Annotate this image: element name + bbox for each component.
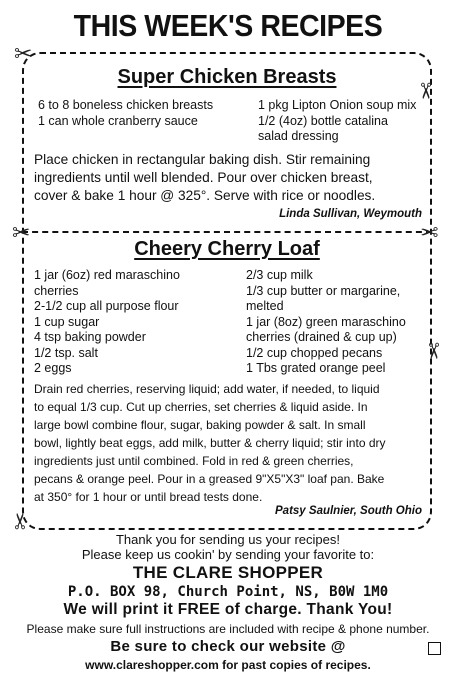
ingredient: cherries — [34, 283, 79, 298]
ingredient: 2 eggs — [34, 361, 72, 375]
ingredient: cherries (drained & cup up) — [246, 330, 397, 344]
direction-line: ingredients just until combined. Fold in red & green cherries, — [34, 454, 354, 468]
ingredient: melted — [246, 299, 284, 313]
recipe2-ingredients-right — [246, 268, 406, 377]
direction-line: large bowl combine flour, sugar, baking powder & salt. In small — [34, 418, 366, 432]
direction-line: ingredients until well blended. Pour over chicken breast, — [34, 170, 373, 185]
ingredient: 2-1/2 cup all purpose flour — [34, 299, 179, 313]
ingredient: 1 jar (6oz) red maraschino — [34, 268, 180, 282]
direction-line: at 350° for 1 hour or until bread tests done. — [34, 490, 263, 504]
recipe2-directions — [34, 380, 426, 506]
ingredient: 6 to 8 boneless chicken breasts — [38, 98, 214, 112]
ingredient: 1 pkg Lipton Onion soup mix — [258, 98, 417, 112]
ingredient: 1 jar (8oz) green maraschino — [246, 314, 406, 329]
footer-check-website: Be sure to check our website @ — [110, 638, 346, 655]
ingredient: 1/2 (4oz) bottle catalina — [258, 113, 388, 128]
direction-line: Place chicken in rectangular baking dish. Stir remaining — [34, 152, 371, 167]
footer-print-free: We will print it FREE of charge. Thank You! — [63, 601, 393, 618]
ingredient: salad dressing — [258, 129, 339, 143]
footer-address: P.O. BOX 98, Church Point, NS, B0W 1M0 — [67, 584, 389, 600]
ingredient: 4 tsp baking powder — [34, 330, 146, 344]
ingredient: 1 can whole cranberry sauce — [38, 113, 198, 128]
direction-line: pecans & orange peel. Pour in a greased 9"X5"X3" loaf pan. Bake — [34, 472, 385, 486]
direction-line: Drain red cherries, reserving liquid; add water, if needed, to liquid — [34, 382, 380, 396]
footer-website[interactable]: www.clareshopper.com for past copies of recipes. — [85, 658, 371, 672]
scissors-icon: ✂ — [8, 511, 34, 531]
recipe1-ingredients-right — [258, 98, 416, 145]
direction-line: bowl, lightly beat eggs, add milk, butter & cherry liquid; stir into dry — [34, 436, 386, 450]
checkbox-icon — [428, 642, 441, 655]
ingredient: 1/2 cup chopped pecans — [246, 345, 383, 360]
footer-publication-name: THE CLARE SHOPPER — [132, 563, 324, 582]
scissors-icon: ✂ — [420, 220, 439, 245]
recipe1-author: Linda Sullivan, Weymouth — [279, 208, 422, 220]
ingredient: 1/2 tsp. salt — [34, 345, 98, 360]
coupon-divider — [22, 231, 432, 233]
scissors-icon: ✂ — [14, 41, 33, 66]
recipe1-title: Super Chicken Breasts — [117, 66, 337, 88]
page-title: THIS WEEK'S RECIPES — [73, 8, 383, 43]
recipe2-author: Patsy Saulnier, South Ohio — [275, 505, 422, 517]
ingredient: 2/3 cup milk — [246, 268, 313, 282]
recipe1-ingredients-left — [38, 98, 213, 129]
direction-line: to equal 1/3 cup. Cut up cherries, set cherries & liquid aside. In — [34, 400, 368, 414]
scissors-icon: ✂ — [12, 220, 31, 245]
footer-instructions: Please make sure full instructions are included with recipe & phone number. — [26, 622, 430, 636]
ingredient: 1/3 cup butter or margarine, — [246, 283, 401, 298]
scissors-icon: ✂ — [421, 341, 447, 361]
footer-thanks: Thank you for sending us your recipes! — [115, 532, 340, 547]
recipe1-directions — [34, 151, 424, 205]
recipe2-title: Cheery Cherry Loaf — [134, 238, 320, 260]
direction-line: cover & bake 1 hour @ 325°. Serve with rice or noodles. — [34, 188, 376, 203]
ingredient: 1 Tbs grated orange peel — [246, 361, 386, 375]
ingredient: 1 cup sugar — [34, 314, 100, 329]
scissors-icon: ✂ — [413, 81, 439, 101]
recipe2-ingredients-left — [34, 268, 180, 377]
footer-keep: Please keep us cookin' by sending your favorite to: — [81, 547, 375, 562]
